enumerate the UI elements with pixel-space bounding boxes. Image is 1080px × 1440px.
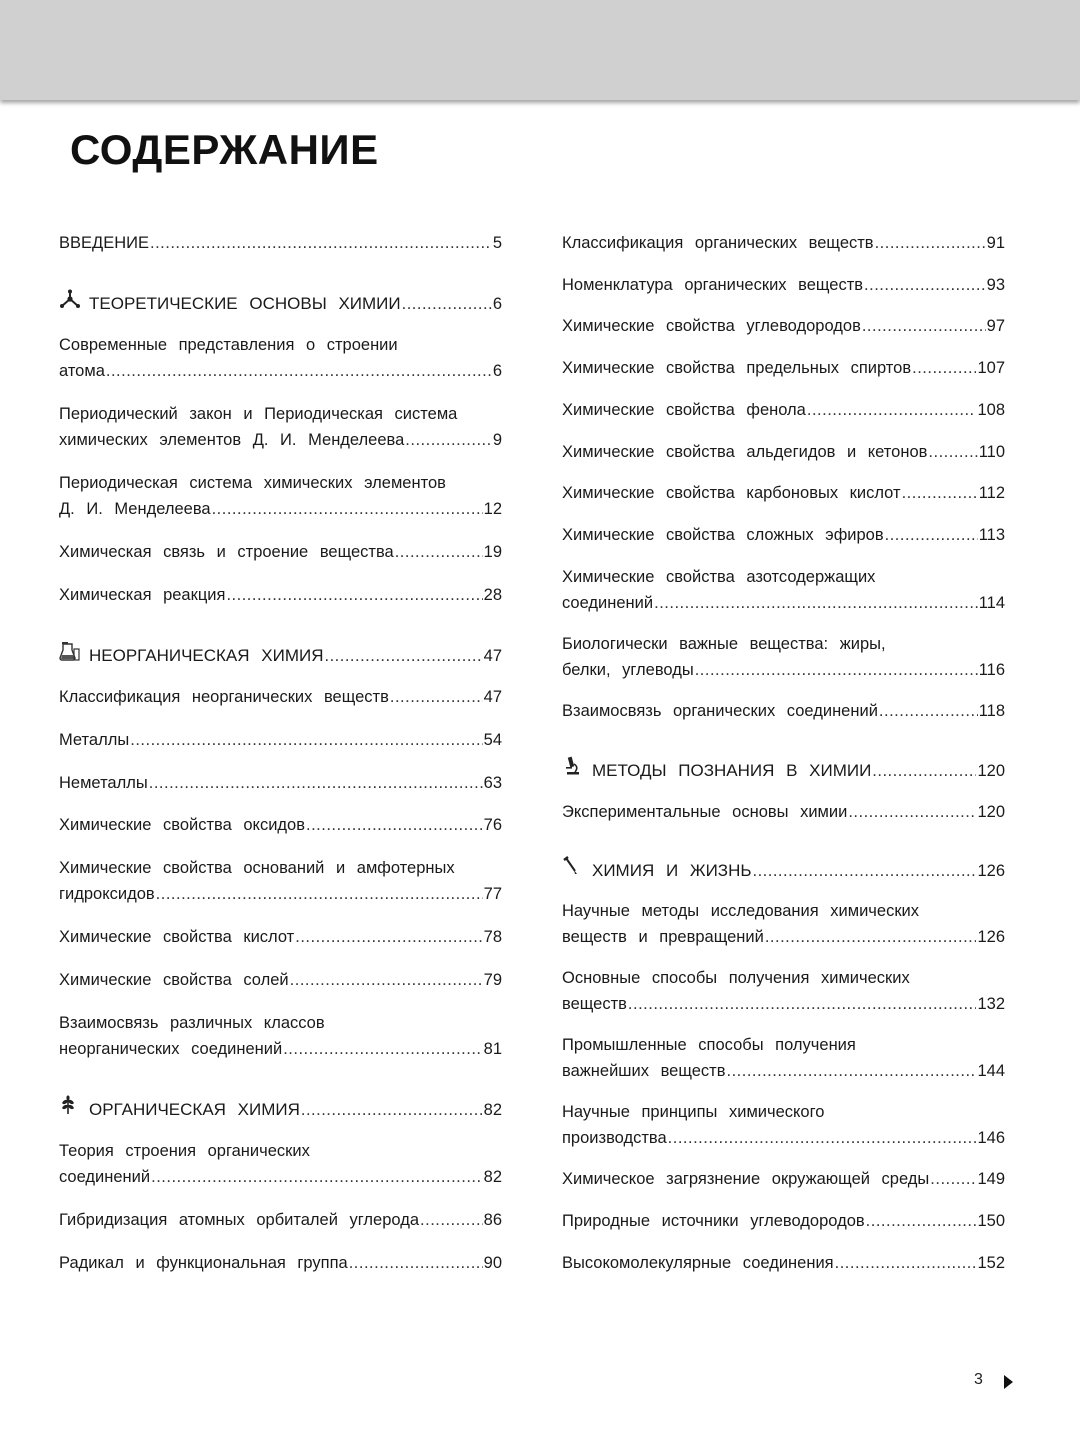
toc-entry-title: веществ и превращений bbox=[562, 928, 764, 946]
toc-entry-title: Химические свойства карбоновых кислот bbox=[562, 484, 901, 502]
toc-entry[interactable] bbox=[562, 480, 1005, 506]
next-page-arrow-icon[interactable] bbox=[1002, 1374, 1014, 1390]
dot-leader bbox=[212, 496, 483, 522]
toc-entry[interactable] bbox=[59, 855, 502, 907]
toc-page-number: 120 bbox=[977, 803, 1005, 821]
toc-entry-title: Теория строения органических bbox=[59, 1142, 310, 1160]
dot-leader bbox=[628, 991, 977, 1017]
toc-entry-title: Металлы bbox=[59, 731, 130, 749]
toc-page-number: 47 bbox=[483, 647, 502, 665]
toc-entry-title: веществ bbox=[562, 995, 627, 1013]
toc-entry[interactable] bbox=[59, 582, 502, 608]
toc-page-number: 132 bbox=[977, 995, 1005, 1013]
toc-page-number: 12 bbox=[483, 500, 502, 518]
toc-page-number: 126 bbox=[977, 862, 1005, 880]
dot-leader bbox=[149, 770, 483, 796]
toc-entry-title: Научные методы исследования химических bbox=[562, 902, 920, 920]
toc-entry[interactable] bbox=[59, 401, 502, 453]
pipette-icon bbox=[562, 856, 584, 876]
toc-entry-title: Периодическая система химических элементов bbox=[59, 474, 446, 492]
dot-leader bbox=[324, 643, 482, 669]
dot-leader bbox=[807, 397, 977, 423]
dot-leader bbox=[902, 480, 978, 506]
page-number: 3 bbox=[974, 1371, 983, 1388]
dot-leader bbox=[872, 758, 976, 784]
toc-entry[interactable] bbox=[59, 539, 502, 565]
toc-section-heading[interactable] bbox=[59, 289, 502, 317]
wheat-icon bbox=[59, 1095, 81, 1115]
dot-leader bbox=[306, 812, 483, 838]
toc-page-number: 63 bbox=[483, 774, 502, 792]
toc-entry-title: МЕТОДЫ ПОЗНАНИЯ В ХИМИИ bbox=[592, 761, 872, 780]
toc-page-number: 28 bbox=[483, 586, 502, 604]
toc-page-number: 82 bbox=[483, 1168, 502, 1186]
dot-leader bbox=[930, 1166, 976, 1192]
toc-page-number: 152 bbox=[977, 1254, 1005, 1272]
toc-entry-title: Химические свойства альдегидов и кетонов bbox=[562, 443, 928, 461]
toc-entry-title: Химическая реакция bbox=[59, 586, 226, 604]
dot-leader bbox=[130, 727, 482, 753]
dot-leader bbox=[879, 698, 978, 724]
toc-entry-title: Классификация неорганических веществ bbox=[59, 688, 389, 706]
toc-entry-title: Химические свойства оксидов bbox=[59, 816, 305, 834]
toc-entry-title: Химические свойства сложных эфиров bbox=[562, 526, 884, 544]
toc-page-number: 86 bbox=[483, 1211, 502, 1229]
toc-entry-title: Взаимосвязь органических соединений bbox=[562, 702, 878, 720]
toc-entry-title: Химические свойства солей bbox=[59, 971, 289, 989]
dot-leader bbox=[928, 439, 977, 465]
flask-icon bbox=[59, 641, 81, 661]
toc-entry-title: атома bbox=[59, 362, 105, 380]
toc-entry[interactable] bbox=[562, 898, 1005, 950]
dot-leader bbox=[668, 1125, 977, 1151]
toc-entry-title: производства bbox=[562, 1129, 667, 1147]
toc-entry-title: Химические свойства фенола bbox=[562, 401, 806, 419]
dot-leader bbox=[835, 1250, 977, 1276]
toc-entry-title: ВВЕДЕНИЕ bbox=[59, 234, 149, 252]
toc-section-heading[interactable] bbox=[59, 1095, 502, 1123]
toc-entry[interactable] bbox=[562, 965, 1005, 1017]
toc-page-number: 120 bbox=[977, 762, 1005, 780]
toc-entry-title: Химические свойства кислот bbox=[59, 928, 295, 946]
toc-entry[interactable] bbox=[562, 439, 1005, 465]
toc-page-number: 93 bbox=[986, 276, 1005, 294]
toc-entry[interactable] bbox=[59, 230, 502, 256]
toc-entry[interactable] bbox=[562, 1166, 1005, 1192]
toc-page-number: 6 bbox=[492, 295, 502, 313]
toc-page-number: 6 bbox=[492, 362, 502, 380]
toc-entry-title: Неметаллы bbox=[59, 774, 148, 792]
toc-entry[interactable] bbox=[562, 631, 1005, 683]
dot-leader bbox=[156, 881, 483, 907]
toc-entry-title: неорганических соединений bbox=[59, 1040, 283, 1058]
dot-leader bbox=[390, 684, 483, 710]
toc-entry[interactable] bbox=[562, 355, 1005, 381]
toc-entry-title: Номенклатура органических веществ bbox=[562, 276, 864, 294]
toc-page-number: 76 bbox=[483, 816, 502, 834]
toc-entry-title: Природные источники углеводородов bbox=[562, 1212, 865, 1230]
dot-leader bbox=[420, 1207, 483, 1233]
toc-entry[interactable] bbox=[562, 230, 1005, 256]
toc-entry-title: ОРГАНИЧЕСКАЯ ХИМИЯ bbox=[89, 1100, 300, 1119]
dot-leader bbox=[226, 582, 482, 608]
toc-entry-title: Химические свойства предельных спиртов bbox=[562, 359, 912, 377]
toc-page-number: 91 bbox=[986, 234, 1005, 252]
toc-entry-title: химических элементов Д. И. Менделеева bbox=[59, 431, 405, 449]
toc-entry-title: Химические свойства углеводородов bbox=[562, 317, 861, 335]
toc-page-number: 97 bbox=[986, 317, 1005, 335]
toc-entry[interactable] bbox=[59, 1250, 502, 1276]
toc-entry[interactable] bbox=[562, 1250, 1005, 1276]
toc-page-number: 114 bbox=[978, 594, 1005, 612]
dot-leader bbox=[290, 967, 483, 993]
toc-page-number: 150 bbox=[977, 1212, 1005, 1230]
toc-entry[interactable] bbox=[562, 522, 1005, 548]
toc-page-number: 118 bbox=[978, 702, 1005, 720]
toc-entry-title: Гибридизация атомных орбиталей углерода bbox=[59, 1211, 420, 1229]
dot-leader bbox=[405, 427, 492, 453]
dot-leader bbox=[695, 657, 978, 683]
toc-entry-title: Химическое загрязнение окружающей среды bbox=[562, 1170, 930, 1188]
toc-entry-title: Основные способы получения химических bbox=[562, 969, 910, 987]
dot-leader bbox=[295, 924, 482, 950]
dot-leader bbox=[395, 539, 483, 565]
toc-page-number: 81 bbox=[483, 1040, 502, 1058]
toc-page-number: 112 bbox=[978, 484, 1005, 502]
dot-leader bbox=[753, 858, 977, 884]
dot-leader bbox=[106, 358, 492, 384]
toc-entry-title: ТЕОРЕТИЧЕСКИЕ ОСНОВЫ ХИМИИ bbox=[89, 294, 401, 313]
page-title: СОДЕРЖАНИЕ bbox=[70, 126, 379, 173]
toc-page-number: 107 bbox=[977, 359, 1005, 377]
toc-page-number: 90 bbox=[483, 1254, 502, 1272]
toc-entry-title: важнейших веществ bbox=[562, 1062, 726, 1080]
toc-entry-title: Химические свойства оснований и амфотерных bbox=[59, 859, 455, 877]
toc-entry[interactable] bbox=[562, 698, 1005, 724]
toc-entry-title: Научные принципы химического bbox=[562, 1103, 825, 1121]
toc-entry[interactable] bbox=[562, 272, 1005, 298]
toc-entry[interactable] bbox=[59, 812, 502, 838]
toc-entry-title: Химические свойства азотсодержащих bbox=[562, 568, 876, 586]
toc-page-number: 126 bbox=[977, 928, 1005, 946]
toc-page-number: 113 bbox=[978, 526, 1005, 544]
toc-entry[interactable] bbox=[59, 727, 502, 753]
toc-entry-title: соединений bbox=[59, 1168, 151, 1186]
toc-entry-title: Периодический закон и Периодическая система bbox=[59, 405, 458, 423]
molecule-icon bbox=[59, 289, 81, 309]
dot-leader bbox=[912, 355, 976, 381]
toc-page-number: 82 bbox=[483, 1101, 502, 1119]
toc-entry-title: Биологически важные вещества: жиры, bbox=[562, 635, 886, 653]
toc-page-number: 9 bbox=[492, 431, 502, 449]
toc-page-number: 116 bbox=[978, 661, 1005, 679]
toc-entry-title: Химическая связь и строение вещества bbox=[59, 543, 394, 561]
toc-page-number: 5 bbox=[492, 234, 502, 252]
toc-entry-title: соединений bbox=[562, 594, 654, 612]
toc-entry[interactable] bbox=[562, 397, 1005, 423]
toc-entry-title: белки, углеводы bbox=[562, 661, 694, 679]
toc-entry-title: Современные представления о строении bbox=[59, 336, 398, 354]
top-band bbox=[0, 0, 1080, 100]
toc-page-number: 108 bbox=[977, 401, 1005, 419]
dot-leader bbox=[402, 291, 492, 317]
toc-page-number: 144 bbox=[977, 1062, 1005, 1080]
toc-entry-title: ХИМИЯ И ЖИЗНЬ bbox=[592, 861, 752, 880]
dot-leader bbox=[349, 1250, 483, 1276]
dot-leader bbox=[848, 799, 976, 825]
toc-entry-title: Экспериментальные основы химии bbox=[562, 803, 848, 821]
dot-leader bbox=[765, 924, 977, 950]
toc-entry[interactable] bbox=[562, 313, 1005, 339]
dot-leader bbox=[654, 590, 978, 616]
dot-leader bbox=[864, 272, 986, 298]
toc-section-heading[interactable] bbox=[562, 856, 1005, 884]
toc-page-number: 78 bbox=[483, 928, 502, 946]
toc-entry[interactable] bbox=[59, 770, 502, 796]
toc-entry[interactable] bbox=[562, 1208, 1005, 1234]
toc-entry-title: Взаимосвязь различных классов bbox=[59, 1014, 325, 1032]
toc-entry-title: Радикал и функциональная группа bbox=[59, 1254, 348, 1272]
toc-entry-title: Классификация органических веществ bbox=[562, 234, 874, 252]
toc-entry[interactable] bbox=[59, 332, 502, 384]
dot-leader bbox=[726, 1058, 976, 1084]
toc-entry-title: Промышленные способы получения bbox=[562, 1036, 856, 1054]
toc-entry-title: НЕОРГАНИЧЕСКАЯ ХИМИЯ bbox=[89, 646, 324, 665]
dot-leader bbox=[301, 1097, 483, 1123]
toc-entry[interactable] bbox=[59, 470, 502, 522]
toc-entry[interactable] bbox=[562, 799, 1005, 825]
toc-page-number: 149 bbox=[977, 1170, 1005, 1188]
toc-entry-title: Высокомолекулярные соединения bbox=[562, 1254, 834, 1272]
toc-page-number: 47 bbox=[483, 688, 502, 706]
microscope-icon bbox=[562, 756, 584, 776]
toc-entry[interactable] bbox=[562, 1032, 1005, 1084]
toc-page-number: 19 bbox=[483, 543, 502, 561]
toc-page-number: 77 bbox=[483, 885, 502, 903]
toc-section-heading[interactable] bbox=[59, 641, 502, 669]
toc-entry[interactable] bbox=[59, 684, 502, 710]
dot-leader bbox=[862, 313, 986, 339]
dot-leader bbox=[283, 1036, 482, 1062]
dot-leader bbox=[151, 1164, 483, 1190]
toc-entry[interactable] bbox=[59, 1207, 502, 1233]
toc-entry-title: гидроксидов bbox=[59, 885, 155, 903]
toc-entry[interactable] bbox=[59, 1138, 502, 1190]
toc-page-number: 54 bbox=[483, 731, 502, 749]
toc-entry-title: Д. И. Менделеева bbox=[59, 500, 211, 518]
dot-leader bbox=[866, 1208, 977, 1234]
dot-leader bbox=[150, 230, 492, 256]
dot-leader bbox=[885, 522, 978, 548]
toc-entry[interactable] bbox=[59, 1010, 502, 1062]
toc-entry[interactable] bbox=[59, 967, 502, 993]
toc-page-number: 79 bbox=[483, 971, 502, 989]
toc-entry[interactable] bbox=[562, 564, 1005, 616]
dot-leader bbox=[875, 230, 986, 256]
toc-entry[interactable] bbox=[59, 924, 502, 950]
toc-section-heading[interactable] bbox=[562, 756, 1005, 784]
toc-page-number: 110 bbox=[978, 443, 1005, 461]
toc-page-number: 146 bbox=[977, 1129, 1005, 1147]
toc-entry[interactable] bbox=[562, 1099, 1005, 1151]
